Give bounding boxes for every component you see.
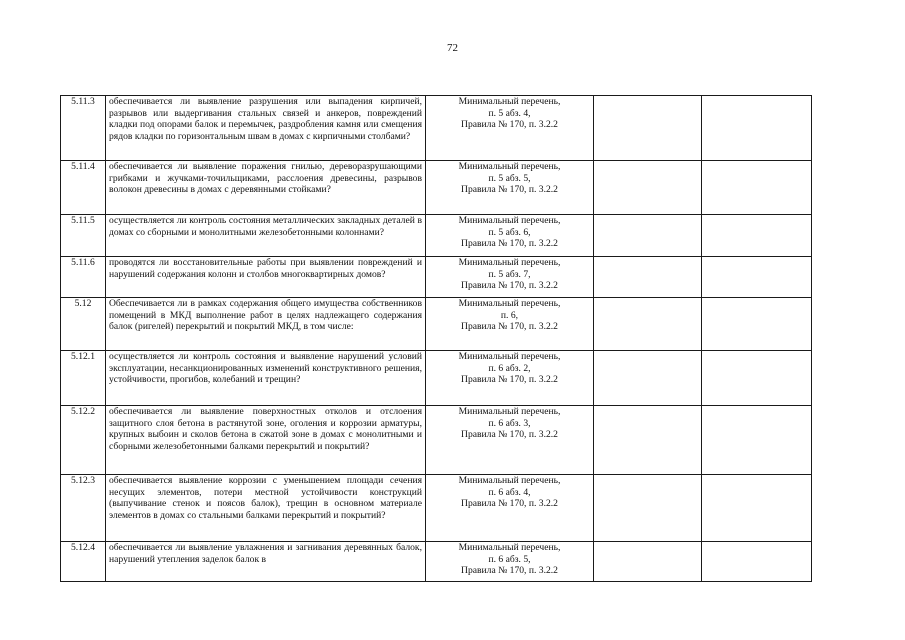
- table-row: [61, 161, 812, 215]
- reference-line: п. 5 абз. 6,: [488, 226, 531, 238]
- reference-line: Правила № 170, п. 3.2.2: [461, 429, 558, 441]
- reference-line: п. 6 абз. 3,: [488, 417, 531, 429]
- reference-line: Правила № 170, п. 3.2.2: [461, 238, 558, 250]
- empty-cell[interactable]: [594, 351, 702, 406]
- reference-line: Минимальный перечень,: [458, 298, 561, 309]
- row-number: 5.12.1: [61, 351, 106, 406]
- table-row: [61, 96, 812, 161]
- row-reference: [426, 406, 594, 475]
- reference-line: Правила № 170, п. 3.2.2: [461, 498, 558, 510]
- row-reference: [426, 96, 594, 161]
- reference-line: Минимальный перечень,: [458, 406, 561, 417]
- empty-cell[interactable]: [594, 161, 702, 215]
- row-number: 5.12: [61, 298, 106, 351]
- row-reference: [426, 161, 594, 215]
- row-number: 5.12.3: [61, 475, 106, 542]
- reference-line: Минимальный перечень,: [458, 215, 561, 226]
- reference-line: Минимальный перечень,: [458, 542, 561, 553]
- row-question: обеспечивается ли выявление поверхностных отколов и отслоения защитного слоя бетона в растянутой зоне, оголения и коррозии арматуры, крупных выбоин и сколов бетона в сжатой зоне в домах с монолитными и сборными железобетонными балками перекрытий и покрытий?: [106, 406, 426, 475]
- row-number: 5.11.4: [61, 161, 106, 215]
- empty-cell[interactable]: [702, 161, 812, 215]
- reference-line: Минимальный перечень,: [458, 161, 561, 172]
- row-reference: [426, 351, 594, 406]
- row-question: осуществляется ли контроль состояния и выявление нарушений условий эксплуатации, несанкционированных изменений конструктивного решения, устойчивости, прогибов, колебаний и трещин?: [106, 351, 426, 406]
- row-reference: [426, 298, 594, 351]
- reference-line: Минимальный перечень,: [458, 257, 561, 268]
- empty-cell[interactable]: [594, 96, 702, 161]
- empty-cell[interactable]: [702, 215, 812, 257]
- reference-line: Правила № 170, п. 3.2.2: [461, 119, 558, 131]
- empty-cell[interactable]: [594, 406, 702, 475]
- table-row: [61, 257, 812, 298]
- empty-cell[interactable]: [594, 215, 702, 257]
- row-reference: [426, 257, 594, 298]
- row-question: Обеспечивается ли в рамках содержания общего имущества собственников помещений в МКД выполнение работ в целях надлежащего содержания балок (ригелей) перекрытий и покрытий МКД, в том числе:: [106, 298, 426, 351]
- reference-line: Правила № 170, п. 3.2.2: [461, 184, 558, 196]
- row-question: обеспечивается ли выявление поражения гнилью, дереворазрушающими грибками и жучками-точильщиками, расслоения древесины, разрывов волокон древесины в домах с деревянными стойками?: [106, 161, 426, 215]
- reference-line: п. 6 абз. 2,: [488, 362, 531, 374]
- empty-cell[interactable]: [702, 475, 812, 542]
- row-number: 5.11.5: [61, 215, 106, 257]
- table-row: [61, 475, 812, 542]
- reference-line: Правила № 170, п. 3.2.2: [461, 374, 558, 386]
- reference-line: Правила № 170, п. 3.2.2: [461, 321, 558, 333]
- reference-line: Правила № 170, п. 3.2.2: [461, 565, 558, 577]
- row-question: проводятся ли восстановительные работы при выявлении повреждений и нарушений содержания колонн и столбов многоквартирных домов?: [106, 257, 426, 298]
- reference-line: п. 5 абз. 5,: [488, 172, 531, 184]
- reference-line: Минимальный перечень,: [458, 351, 561, 362]
- reference-line: Минимальный перечень,: [458, 475, 561, 486]
- page-number: 72: [447, 42, 458, 54]
- reference-line: п. 6,: [500, 309, 519, 321]
- row-reference: [426, 215, 594, 257]
- reference-line: Правила № 170, п. 3.2.2: [461, 280, 558, 292]
- empty-cell[interactable]: [702, 406, 812, 475]
- requirements-table: [60, 95, 812, 582]
- reference-line: п. 5 абз. 4,: [488, 107, 531, 119]
- empty-cell[interactable]: [594, 475, 702, 542]
- empty-cell[interactable]: [702, 257, 812, 298]
- row-question: обеспечивается выявление коррозии с уменьшением площади сечения несущих элементов, потери местной устойчивости конструкций (выпучивание стенок и поясов балок), трещин в основном материале элементов в домах со стальными балками перекрытий и покрытий?: [106, 475, 426, 542]
- table-row: [61, 298, 812, 351]
- row-reference: [426, 475, 594, 542]
- row-question: обеспечивается ли выявление разрушения или выпадения кирпичей, разрывов или выдергивания стальных связей и анкеров, повреждений кладки под опорами балок и перемычек, раздробления камня или смещения рядов кладки по горизонтальным швам в домах с кирпичными столбами?: [106, 96, 426, 161]
- empty-cell[interactable]: [702, 351, 812, 406]
- empty-cell[interactable]: [594, 542, 702, 582]
- table-row: [61, 351, 812, 406]
- row-number: 5.11.3: [61, 96, 106, 161]
- empty-cell[interactable]: [594, 257, 702, 298]
- empty-cell[interactable]: [702, 298, 812, 351]
- empty-cell[interactable]: [702, 96, 812, 161]
- row-number: 5.11.6: [61, 257, 106, 298]
- reference-line: Минимальный перечень,: [458, 96, 561, 107]
- row-question: обеспечивается ли выявление увлажнения и загнивания деревянных балок, нарушений утепления заделок балок в: [106, 542, 426, 582]
- table-row: [61, 215, 812, 257]
- row-reference: [426, 542, 594, 582]
- reference-line: п. 6 абз. 5,: [488, 553, 531, 565]
- row-number: 5.12.4: [61, 542, 106, 582]
- reference-line: п. 6 абз. 4,: [488, 486, 531, 498]
- reference-line: п. 5 абз. 7,: [488, 268, 531, 280]
- row-question: осуществляется ли контроль состояния металлических закладных деталей в домах со сборными и монолитными железобетонными колоннами?: [106, 215, 426, 257]
- empty-cell[interactable]: [594, 298, 702, 351]
- table-row: [61, 542, 812, 582]
- table-row: [61, 406, 812, 475]
- row-number: 5.12.2: [61, 406, 106, 475]
- empty-cell[interactable]: [702, 542, 812, 582]
